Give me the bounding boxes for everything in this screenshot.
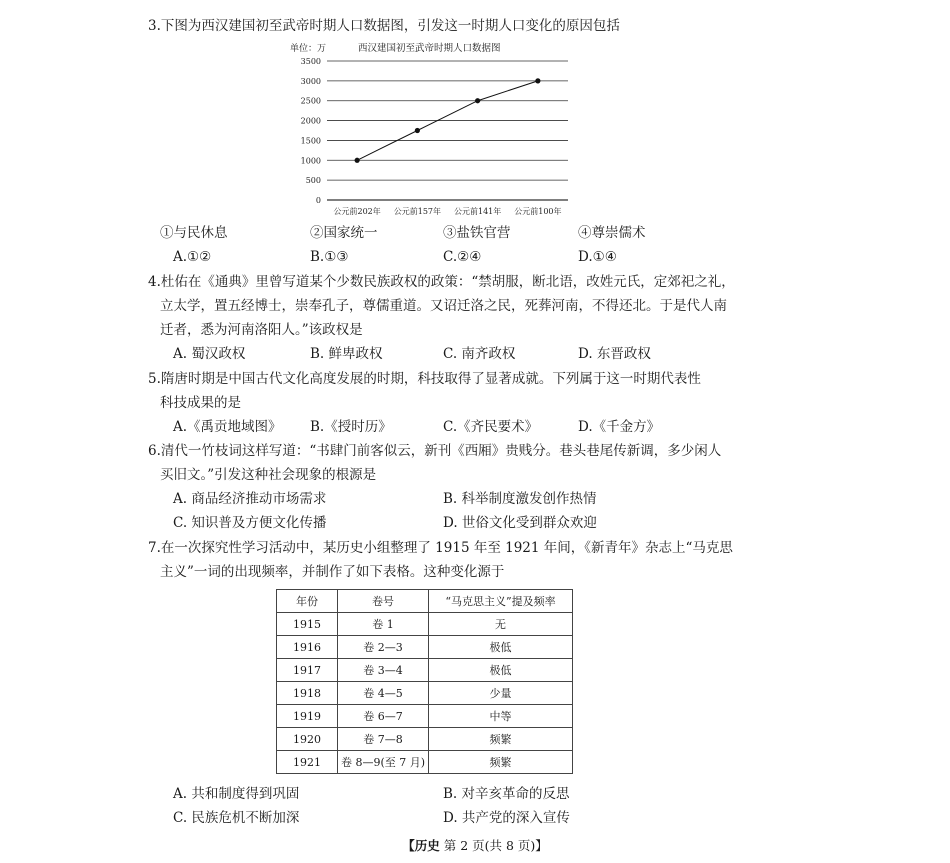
q7-line-1: 7.在一次探究性学习活动中，某历史小组整理了 1915 年至 1921 年间，《新青年》杂志上“马克思 [148, 540, 733, 556]
table-cell-year: 1915 [277, 613, 338, 636]
q7-option-a[interactable]: A. 共和制度得到巩固 [173, 786, 300, 802]
table-cell-year: 1919 [277, 705, 338, 728]
q4-line-1: 4.杜佑在《通典》里曾写道某个少数民族政权的政策：“禁胡服，断北语，改姓元氏，定郊祀之礼， [148, 274, 735, 290]
q6-line-1: 6.清代一竹枝词这样写道：“书肆门前客似云，新刊《西厢》贵贱分。巷头巷尾传新调，多少闲人 [148, 443, 722, 459]
y-tick-label: 1000 [300, 156, 321, 166]
y-tick-label: 1500 [300, 136, 321, 146]
q7-option-b[interactable]: B. 对辛亥革命的反思 [443, 786, 570, 802]
y-tick-label: 0 [315, 196, 321, 205]
table-header-row [277, 590, 573, 613]
q7-line-2: 主义”一词的出现频率，并制作了如下表格。这种变化源于 [160, 564, 505, 580]
table-cell-volume: 卷 8—9(至 7 月) [338, 751, 429, 774]
table-row [277, 636, 573, 659]
q4-line-2: 立太学，置五经博士，崇奉孔子，尊儒重道。又诏迁洛之民，死葬河南，不得还北。于是代人南 [160, 298, 727, 314]
table-cell-volume: 卷 2—3 [338, 636, 429, 659]
footer-subject: 【历史 [402, 838, 440, 853]
q5-option-c[interactable]: C.《齐民要术》 [443, 419, 539, 435]
data-point [415, 128, 420, 133]
table-row [277, 682, 573, 705]
q3-option-b[interactable]: B.①③ [310, 249, 349, 265]
q7-option-c[interactable]: C. 民族危机不断加深 [173, 810, 300, 826]
q3-option-c[interactable]: C.②④ [443, 249, 482, 265]
table-cell-volume: 卷 7—8 [338, 728, 429, 751]
q4-option-d[interactable]: D. 东晋政权 [578, 346, 651, 362]
table-cell-volume: 卷 1 [338, 613, 429, 636]
q6-option-b[interactable]: B. 科举制度激发创作热情 [443, 491, 597, 507]
q5-option-a[interactable]: A.《禹贡地域图》 [173, 419, 282, 435]
table-cell-frequency: 频繁 [429, 728, 573, 751]
q3-item-3: ③盐铁官营 [443, 225, 511, 241]
q4-line-3: 迁者，悉为河南洛阳人。”该政权是 [160, 322, 363, 338]
data-point [475, 98, 480, 103]
y-tick-label: 2000 [300, 116, 321, 126]
q6-option-d[interactable]: D. 世俗文化受到群众欢迎 [443, 515, 597, 531]
table-cell-year: 1920 [277, 728, 338, 751]
x-tick-label: 公元前202年 [333, 207, 381, 216]
table-cell-volume: 卷 4—5 [338, 682, 429, 705]
y-tick-label: 3000 [300, 76, 321, 86]
q7-option-d[interactable]: D. 共产党的深入宣传 [443, 810, 570, 826]
q4-option-c[interactable]: C. 南齐政权 [443, 346, 516, 362]
table-cell-frequency: 极低 [429, 659, 573, 682]
table-cell-volume: 卷 3—4 [338, 659, 429, 682]
q5-option-b[interactable]: B.《授时历》 [310, 419, 392, 435]
footer-page: 第 2 页(共 8 页)】 [443, 838, 548, 853]
table-cell-year: 1918 [277, 682, 338, 705]
table-header-year: 年份 [277, 590, 338, 613]
table-header-volume: 卷号 [338, 590, 429, 613]
data-point [535, 78, 540, 83]
x-tick-label: 公元前100年 [514, 207, 562, 216]
table-cell-volume: 卷 6—7 [338, 705, 429, 728]
q6-option-a[interactable]: A. 商品经济推动市场需求 [173, 491, 327, 507]
x-tick-label: 公元前141年 [453, 207, 502, 216]
chart-unit-label: 单位：万 [290, 44, 327, 54]
table-header-frequency: “马克思主义”提及频率 [429, 590, 573, 613]
q3-stem: 3.下图为西汉建国初至武帝时期人口数据图，引发这一时期人口变化的原因包括 [148, 18, 620, 34]
table-cell-frequency: 中等 [429, 705, 573, 728]
data-point [355, 158, 360, 163]
population-chart [290, 38, 580, 218]
q5-option-d[interactable]: D.《千金方》 [578, 419, 661, 435]
q3-item-4: ④尊崇儒术 [578, 225, 646, 241]
q5-line-1: 5.隋唐时期是中国古代文化高度发展的时期，科技取得了显著成就。下列属于这一时期代表性 [148, 371, 701, 387]
table-row [277, 705, 573, 728]
table-cell-frequency: 少量 [429, 682, 573, 705]
q5-line-2: 科技成果的是 [160, 395, 241, 411]
table-cell-frequency: 无 [429, 613, 573, 636]
q4-option-b[interactable]: B. 鲜卑政权 [310, 346, 383, 362]
q6-line-2: 买旧文。”引发这种社会现象的根源是 [160, 467, 377, 483]
table-row [277, 728, 573, 751]
table-row [277, 613, 573, 636]
chart-title: 西汉建国初至武帝时期人口数据图 [358, 43, 501, 54]
page-footer [0, 836, 950, 854]
marxism-frequency-table [276, 589, 573, 774]
table-row [277, 659, 573, 682]
table-row [277, 751, 573, 774]
q4-option-a[interactable]: A. 蜀汉政权 [173, 346, 246, 362]
y-tick-label: 3500 [300, 57, 321, 66]
q6-option-c[interactable]: C. 知识普及方便文化传播 [173, 515, 327, 531]
y-tick-label: 2500 [300, 96, 321, 106]
table-cell-year: 1916 [277, 636, 338, 659]
table-cell-frequency: 频繁 [429, 751, 573, 774]
table-cell-year: 1921 [277, 751, 338, 774]
x-tick-label: 公元前157年 [393, 207, 442, 216]
q3-item-1: ①与民休息 [160, 225, 228, 241]
y-tick-label: 500 [305, 176, 321, 186]
table-cell-year: 1917 [277, 659, 338, 682]
q3-option-d[interactable]: D.①④ [578, 249, 617, 265]
q3-item-2: ②国家统一 [310, 225, 378, 241]
q3-option-a[interactable]: A.①② [173, 249, 212, 265]
table-cell-frequency: 极低 [429, 636, 573, 659]
